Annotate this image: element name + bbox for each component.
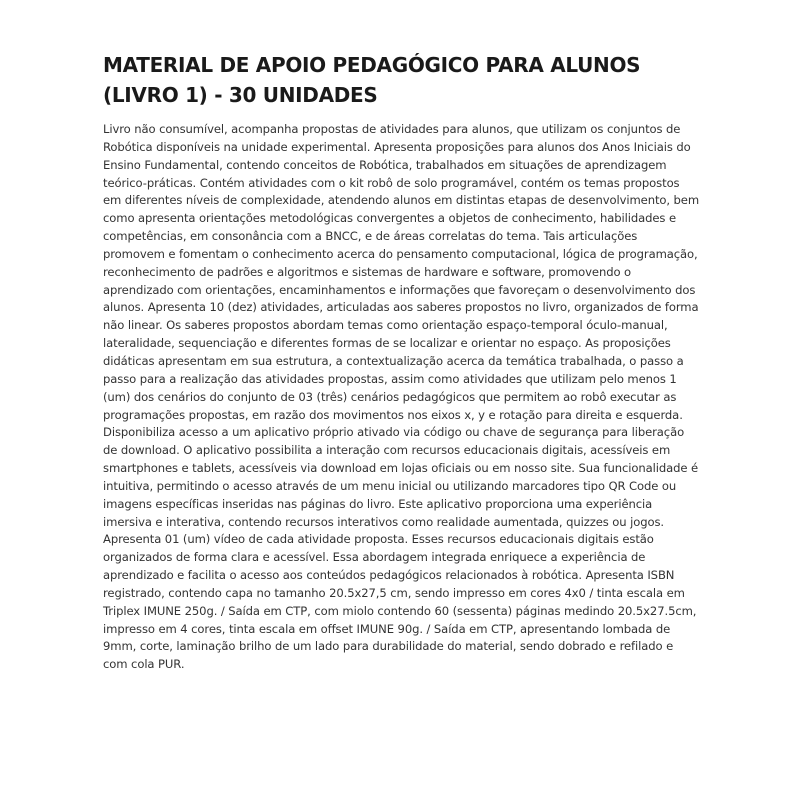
document-body-text: Livro não consumível, acompanha propostas de atividades para alunos, que utilizam os conjuntos de Robótica disponíveis na unidade experimental. Apresenta proposições para alunos dos Anos Iniciais do Ensino Fundamental, contendo conceitos de Robótica, trabalhados em situações de aprendizagem teórico-práticas. Contém atividades com o kit robô de solo programável, contém os temas propostos em diferentes níveis de complexidade, atendendo alunos em distintas etapas de desenvolvimento, bem como apresenta orientações metodológicas convergentes a objetos de conhecimento, habilidades e competências, em consonância com a BNCC, e de áreas correlatas do tema. Tais articulações promovem e fomentam o conhecimento acerca do pensamento computacional, lógica de programação, reconhecimento de padrões e algoritmos e sistemas de hardware e software, promovendo o aprendizado com orientações, encaminhamentos e informações que favoreçam o desenvolvimento dos alunos. Apresenta 10 (dez) atividades, articuladas aos saberes propostos no livro, organizados de forma não linear. Os saberes propostos abordam temas como orientação espaço-temporal óculo-manual, lateralidade, sequenciação e diferentes formas de se localizar e orientar no espaço. As proposições didáticas apresentam em sua estrutura, a contextualização acerca da temática trabalhada, o passo a passo para a realização das atividades propostas, assim como atividades que utilizam pelo menos 1 (um) dos cenários do conjunto de 03 (três) cenários pedagógicos que permitem ao robô executar as programações propostas, em razão dos movimentos nos eixos x, y e rotação para direita e esquerda. Disponibiliza acesso a um aplicativo próprio ativado via código ou chave de segurança para liberação de download. O aplicativo possibilita a interação com recursos educacionais digitais, acessíveis em smartphones e tablets, acessíveis via download em lojas oficiais ou em nosso site. Sua funcionalidade é intuitiva, permitindo o acesso através de um menu inicial ou utilizando marcadores tipo QR Code ou imagens específicas inseridas nas páginas do livro. Este aplicativo proporciona uma experiência imersiva e interativa, contendo recursos interativos como realidade aumentada, quizzes ou jogos. Apresenta 01 (um) vídeo de cada atividade proposta. Esses recursos educacionais digitais estão organizados de forma clara e acessível. Essa abordagem integrada enriquece a experiência de aprendizado e facilita o acesso aos conteúdos pedagógicos relacionados à robótica. Apresenta ISBN registrado, contendo capa no tamanho 20.5x27,5 cm, sendo impresso em cores 4x0 / tinta escala em Triplex IMUNE 250g. / Saída em CTP, com miolo contendo 60 (sessenta) páginas medindo 20.5x27.5cm, impresso em 4 cores, tinta escala em offset IMUNE 90g. / Saída em CTP, apresentando lombada de 9mm, corte, laminação brilho de um lado para durabilidade do material, sendo dobrado e refilado e com cola PUR.	[103, 122, 700, 672]
document-title: MATERIAL DE APOIO PEDAGÓGICO PARA ALUNOS (LIVRO 1) - 30 UNIDADES	[103, 53, 641, 107]
